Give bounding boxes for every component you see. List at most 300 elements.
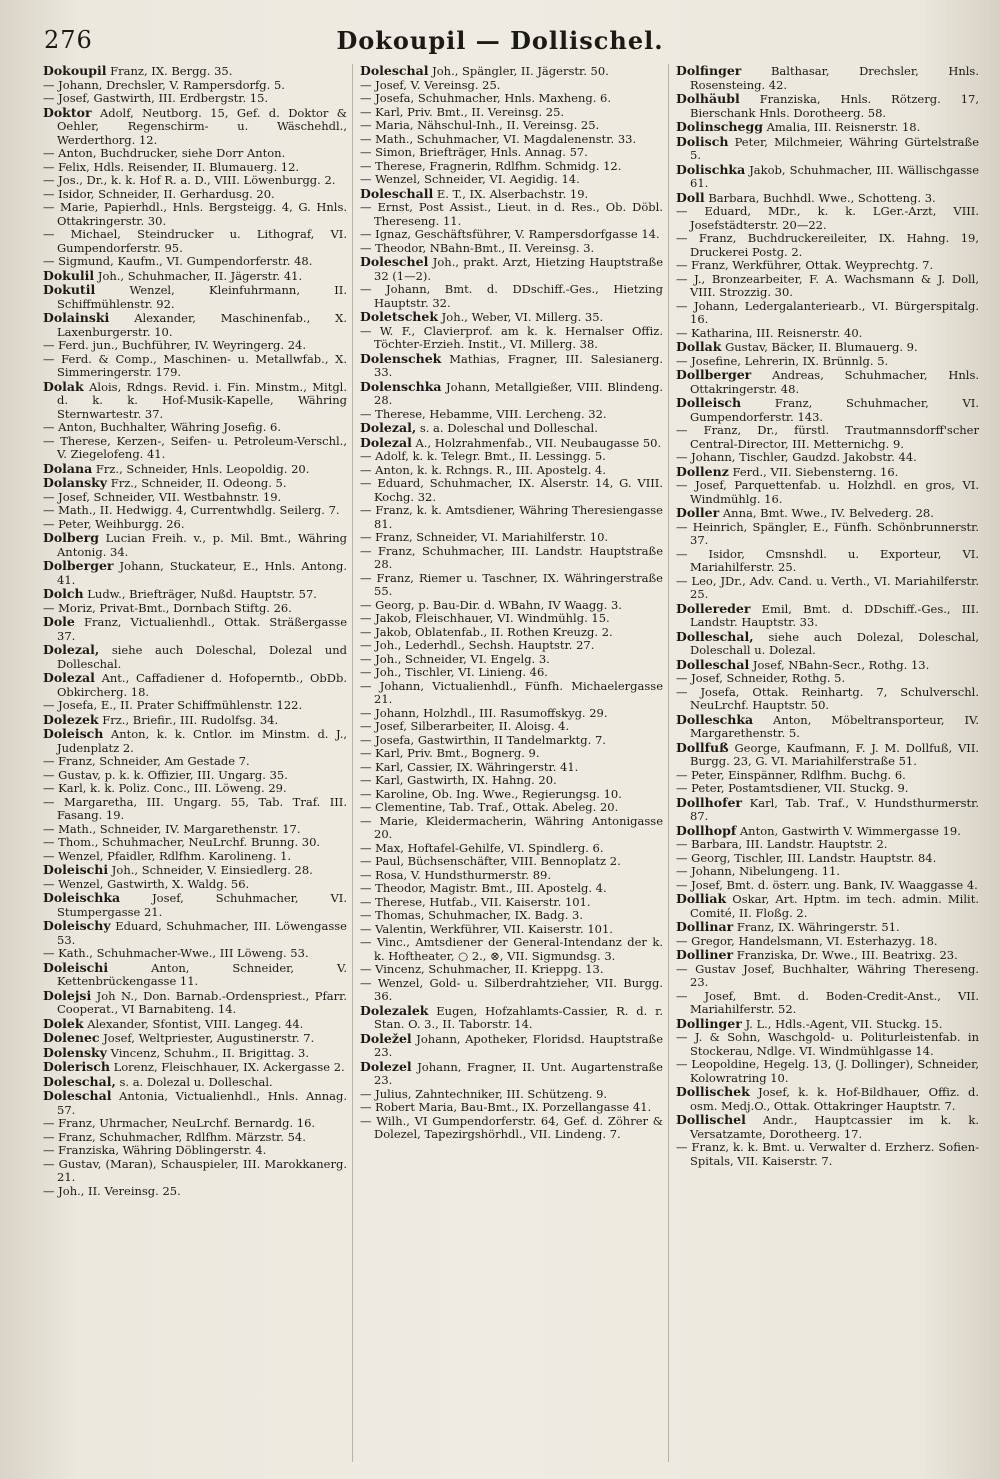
directory-entry [360, 1101, 663, 1115]
entry-text: E. T., IX. Alserbachstr. 19. [436, 186, 589, 201]
entry-text: Joh., Schneider, V. Einsiedlerg. 28. [111, 863, 313, 877]
entry-surname: Dolak [43, 378, 84, 394]
entry-text: — Franz, Uhrmacher, NeuLrchf. Bernardg. 16. [43, 1116, 316, 1130]
directory-entry [676, 769, 979, 783]
entry-text: Joh., prakt. Arzt, Hietzing Hauptstraße 32 (1—2). [374, 255, 664, 283]
directory-entry [360, 653, 663, 667]
entry-text: — Marie, Kleidermacherin, Währing Antonigasse 20. [360, 813, 663, 841]
entry-text: — Georg, Tischler, III. Landstr. Hauptstr. 84. [676, 850, 937, 865]
entry-surname: Dolliak [676, 891, 727, 906]
directory-entry [676, 396, 979, 424]
entry-text: — Ernst, Post Assist., Lieut. in d. Res., Ob. Döbl. Thereseng. 11. [360, 200, 663, 228]
entry-text: — Wenzel, Gastwirth, X. Waldg. 56. [43, 876, 250, 891]
entry-surname: Dolenschka [360, 378, 442, 394]
page-header [0, 22, 1000, 64]
entry-text: — Felix, Hdls. Reisender, II. Blumauerg. 12. [43, 159, 300, 174]
entry-text: — Joh., Schneider, VI. Engelg. 3. [360, 651, 550, 666]
directory-entry [360, 707, 663, 721]
directory-entry [43, 518, 347, 532]
entry-text: — Valentin, Werkführer, VII. Kaiserstr. 101. [360, 921, 613, 936]
entry-text: — Max, Hoftafel-Gehilfe, VI. Spindlerg. 6. [360, 840, 604, 855]
directory-entry [43, 755, 347, 769]
entry-surname: Dollischel [676, 1112, 746, 1127]
directory-entry [676, 963, 979, 990]
entry-surname: Dollfuß [676, 739, 729, 755]
entry-surname: Doleschal [43, 1088, 112, 1103]
entry-surname: Dolenec [43, 1030, 100, 1045]
entry-surname: Dollak [676, 339, 722, 354]
entry-text: — W. F., Clavierprof. am k. k. Hernalser Offiz. Töchter-Erzieh. Instit., VI. Millerg. 38. [360, 323, 663, 351]
directory-entry [43, 79, 347, 93]
directory-entry [676, 741, 979, 769]
directory-entry [676, 205, 979, 232]
directory-entry [676, 340, 979, 355]
entry-text: — J. & Sohn, Waschgold- u. Politurleistenfab. in Stockerau, Ndlge. VI. Windmühlgasse 14. [676, 1030, 979, 1058]
directory-entry [360, 734, 663, 748]
entry-text: — Margaretha, III. Ungarg. 55, Tab. Traf. III. Fasang. 19. [43, 794, 347, 822]
directory-entry [360, 626, 663, 640]
entry-text: Peter, Milchmeier, Währing Gürtelstraße 5. [690, 134, 980, 162]
directory-entry [360, 801, 663, 815]
directory-entry [676, 658, 979, 673]
directory-entry [360, 352, 663, 380]
directory-entry [360, 882, 663, 896]
entry-surname: Doleschall [360, 185, 434, 201]
directory-entry [43, 1131, 347, 1145]
entry-text: Vincenz, Schuhm., II. Brigittag. 3. [110, 1045, 310, 1060]
directory-entry [43, 919, 347, 947]
entry-text: Anton, Möbeltransporteur, IV. Margarethenstr. 5. [690, 712, 979, 740]
directory-entry [43, 878, 347, 892]
entry-surname: Dollinar [676, 919, 734, 934]
entry-text: — Kath., Schuhmacher-Wwe., III Löweng. 53. [43, 946, 309, 960]
entry-text: s. a. Doleschal und Dolleschal. [419, 421, 598, 435]
directory-entry [43, 380, 347, 422]
entry-text: Lorenz, Fleischhauer, IX. Ackergasse 2. [113, 1060, 345, 1074]
directory-entry [43, 353, 347, 380]
entry-text: J. L., Hdls.-Agent, VII. Stuckg. 15. [745, 1016, 943, 1031]
entry-text: Eugen, Hofzahlamts-Cassier, R. d. r. Stan. O. 3., II. Taborstr. 14. [374, 1003, 664, 1031]
directory-entry [43, 727, 347, 755]
directory-entry [676, 64, 979, 92]
directory-entry [676, 1058, 979, 1085]
directory-entry [676, 368, 979, 396]
directory-entry [43, 1017, 347, 1032]
entry-surname: Doleschal [360, 64, 429, 78]
directory-entry [43, 891, 347, 919]
directory-entry [43, 643, 347, 671]
entry-text: Frz., Briefir., III. Rudolfsg. 34. [102, 712, 279, 727]
directory-entry [43, 188, 347, 202]
directory-entry [676, 948, 979, 963]
directory-entry [360, 1115, 663, 1142]
directory-entry [360, 242, 663, 256]
entry-text: — Michael, Steindrucker u. Lithograf, VI. Gumpendorferstr. 95. [43, 227, 347, 255]
directory-entry [360, 133, 663, 147]
entry-text: — Franz, Riemer u. Taschner, IX. Währingerstraße 55. [360, 570, 663, 598]
entry-text: — Karl, Priv. Bmt., II. Vereinsg. 25. [360, 104, 565, 119]
entry-surname: Dolfinger [676, 64, 742, 78]
directory-entry [676, 135, 979, 163]
directory-entry [676, 865, 979, 879]
entry-text: Johann, Stuckateur, E., Hnls. Antong. 41. [57, 559, 347, 587]
entry-text: — Josefa, Schuhmacher, Hnls. Maxheng. 6. [360, 91, 612, 105]
directory-entry [43, 161, 347, 175]
entry-text: siehe auch Doleschal, Dolezal und Dolleschal. [57, 643, 348, 671]
directory-entry [676, 824, 979, 839]
entry-text: Franziska, Hnls. Rötzerg. 17, Bierschank Hnls. Dorotheerg. 58. [690, 92, 980, 120]
entry-text: Anton, Gastwirth V. Wimmergasse 19. [739, 823, 961, 838]
directory-entry [676, 548, 979, 575]
directory-entry [43, 421, 347, 435]
entry-text: — Franziska, Währing Döblingerstr. 4. [43, 1143, 267, 1157]
directory-entry [676, 259, 979, 273]
entry-text: — Franz, Dr., fürstl. Trautmannsdorff'scher Central-Director, III. Metternichg. 9. [676, 423, 979, 451]
entry-text: — Isidor, Schneider, II. Gerhardusg. 20. [43, 186, 275, 201]
entry-text: Andreas, Schuhmacher, Hnls. Ottakringerstr. 48. [690, 368, 979, 396]
directory-entry [360, 909, 663, 923]
entry-text: — Theodor, NBahn-Bmt., II. Vereinsg. 3. [360, 240, 595, 255]
directory-entry [43, 713, 347, 728]
directory-entry [43, 947, 347, 961]
directory-entry [360, 1004, 663, 1032]
directory-entry [43, 769, 347, 783]
directory-entry [676, 672, 979, 686]
directory-entry [43, 1046, 347, 1061]
entry-surname: Dolberg [43, 530, 99, 545]
entry-text: Antonia, Victualienhdl., Hnls. Annag. 57. [57, 1089, 348, 1117]
directory-entry [676, 990, 979, 1017]
entry-text: — Joh., Tischler, VI. Linieng. 46. [360, 665, 548, 679]
directory-entry [676, 300, 979, 327]
directory-entry [676, 424, 979, 451]
directory-entry [676, 575, 979, 602]
entry-text: — Karl, Gastwirth, IX. Hahng. 20. [360, 773, 557, 787]
entry-text: — Joh., II. Vereinsg. 25. [43, 1183, 181, 1198]
entry-text: — Gustav Josef, Buchhalter, Währing Thereseng. 23. [676, 961, 979, 989]
directory-entry [43, 671, 347, 699]
directory-entry [676, 838, 979, 852]
entry-text: — Therese, Hutfab., VII. Kaiserstr. 101. [360, 894, 591, 909]
entry-text: — Johann, Tischler, Gaudzd. Jakobstr. 44. [676, 450, 917, 464]
directory-entry [43, 615, 347, 643]
entry-text: — Therese, Hebamme, VIII. Lercheng. 32. [360, 406, 607, 421]
entry-surname: Dolleschal [676, 656, 750, 672]
directory-entry [43, 782, 347, 796]
entry-text: Franz, Schuhmacher, VI. Gumpendorferstr. 143. [690, 396, 980, 424]
entry-surname: Doll [676, 189, 705, 205]
directory-entry [676, 163, 979, 191]
entry-text: — Georg, p. Bau-Dir. d. WBahn, IV Waagg. 3. [360, 597, 622, 612]
directory-entry [360, 79, 663, 93]
entry-text: — Jakob, Oblatenfab., II. Rothen Kreuzg. 2. [360, 624, 613, 639]
entry-text: — Gustav, (Maran), Schauspieler, III. Marokkanerg. 21. [43, 1156, 347, 1184]
entry-text: — Karoline, Ob. Ing. Wwe., Regierungsg. 10. [360, 786, 622, 801]
directory-entry [360, 923, 663, 937]
entry-surname: Dolliner [676, 947, 734, 962]
directory-entry [43, 989, 347, 1017]
entry-text: Frz., Schneider, Hnls. Leopoldig. 20. [95, 461, 310, 476]
entry-text: Barbara, Buchhdl. Wwe., Schotteng. 3. [708, 190, 936, 205]
entry-text: — Josef, Bmt. d. Boden-Credit-Anst., VII. Mariahilferstr. 52. [676, 988, 979, 1016]
entry-text: Josef, k. k. Hof-Bildhauer, Offiz. d. osm. Medj.O., Ottak. Ottakringer Hauptstr. 7. [690, 1085, 980, 1113]
directory-entry [676, 920, 979, 935]
directory-entry [360, 761, 663, 775]
entry-text: — Jakob, Fleischhauer, VI. Windmühlg. 15. [360, 611, 610, 625]
entry-text: siehe auch Dolezal, Doleschal, Doleschall u. Dolezal. [690, 629, 980, 657]
entry-text: — Peter, Postamtsdiener, VII. Stuckg. 9. [676, 781, 909, 795]
entry-text: — Josefa, Ottak. Reinhartg. 7, Schulverschl. NeuLrchf. Hauptstr. 50. [676, 684, 979, 712]
entry-surname: Dokulil [43, 267, 95, 283]
directory-entry [676, 1085, 979, 1113]
directory-entry [43, 559, 347, 587]
entry-text: — Marie, Papierhdl., Hnls. Bergsteigg. 4, G. Hnls. Ottakringerstr. 30. [43, 200, 347, 228]
entry-surname: Dolezalek [360, 1002, 429, 1018]
entry-text: Lucian Freih. v., p. Mil. Bmt., Währing Antonig. 34. [57, 531, 347, 559]
entry-text: — Therese, Fragnerin, Rdlfhm. Schmidg. 12. [360, 158, 622, 173]
directory-entry [360, 896, 663, 910]
directory-entry [360, 436, 663, 451]
directory-entry [676, 232, 979, 259]
entry-text: — Johann, Victualienhdl., Fünfh. Michaelergasse 21. [360, 678, 663, 706]
entry-text: — Paul, Büchsenschäfter, VIII. Bennoplatz 2. [360, 854, 621, 868]
entry-text: — Eduard, MDr., k. k. LGer.-Arzt, VIII. Josefstädterstr. 20—22. [676, 204, 979, 232]
entry-surname: Dolinschegg [676, 119, 763, 134]
entry-text: — Wenzel, Gold- u. Silberdrahtzieher, VII. Burgg. 36. [360, 975, 663, 1003]
entry-text: — Moriz, Privat-Bmt., Dornbach Stiftg. 26. [43, 600, 292, 615]
entry-text: Anton, Schneider, V. Kettenbrückengasse 11. [57, 960, 347, 988]
entry-text: — Franz, Werkführer, Ottak. Weyprechtg. 7. [676, 258, 934, 272]
entry-text: Alexander, Sfontist, VIII. Langeg. 44. [87, 1016, 304, 1031]
entry-surname: Dolisch [676, 133, 729, 149]
entry-text: — Adolf, k. k. Telegr. Bmt., II. Lessingg. 5. [360, 449, 606, 463]
directory-entry [676, 713, 979, 741]
directory-entry [43, 147, 347, 161]
directory-entry [43, 699, 347, 713]
entry-surname: Dokutil [43, 282, 96, 297]
directory-entry [360, 599, 663, 613]
directory-entry [43, 201, 347, 228]
directory-entry [43, 796, 347, 823]
directory-entry [360, 788, 663, 802]
entry-text: — Eduard, Schuhmacher, IX. Alserstr. 14, G. VIII. Kochg. 32. [360, 476, 663, 504]
entry-text: — Franz, Schneider, VI. Mariahilferstr. 10. [360, 530, 609, 544]
entry-text: — J., Bronzearbeiter, F. A. Wachsmann & J. Doll, VIII. Strozzig. 30. [676, 271, 979, 299]
entry-surname: Doletschek [360, 309, 439, 324]
directory-entry [43, 283, 347, 311]
entry-surname: Dollhopf [676, 822, 737, 838]
entry-surname: Dolleschka [676, 711, 754, 727]
entry-surname: Dollischek [676, 1084, 750, 1099]
entry-text: Joh., Schuhmacher, II. Jägerstr. 41. [97, 268, 303, 283]
entry-surname: Dollinger [676, 1015, 742, 1031]
entry-text: — Leopoldine, Hegelg. 13, (J. Dollinger), Schneider, Kolowratring 10. [676, 1057, 979, 1085]
entry-text: — Theodor, Magistr. Bmt., III. Apostelg. 4. [360, 881, 607, 895]
entry-text: — Josef, Bmt. d. österr. ung. Bank, IV. Waaggasse 4. [676, 877, 978, 892]
directory-entry [43, 836, 347, 850]
entry-text: Anna, Bmt. Wwe., IV. Belvederg. 28. [722, 506, 934, 520]
directory-entry [360, 531, 663, 545]
entry-text: — Math., Schneider, IV. Margarethenstr. 17. [43, 821, 301, 836]
directory-entry [676, 521, 979, 548]
entry-text: — Anton, Buchdrucker, siehe Dorr Anton. [43, 146, 286, 160]
entry-text: A., Holzrahmenfab., VII. Neubaugasse 50. [415, 435, 662, 450]
entry-text: — Josef, Schneider, VII. Westbahnstr. 19. [43, 489, 282, 504]
entry-text: — Julius, Zahntechniker, III. Schützeng. 9. [360, 1086, 608, 1101]
directory-entry [360, 977, 663, 1004]
entry-surname: Doleisch [43, 726, 104, 741]
entry-text: Wenzel, Kleinfuhrmann, II. Schiffmühlenstr. 92. [57, 283, 347, 311]
entry-text: — Josef, V. Vereinsg. 25. [360, 77, 501, 92]
entry-text: Ludw., Briefträger, Nußd. Hauptstr. 57. [87, 587, 317, 601]
entry-surname: Dolch [43, 586, 84, 601]
directory-entry [360, 64, 663, 79]
entry-text: — Johann, Drechsler, V. Rampersdorfg. 5. [43, 77, 285, 92]
entry-text: — Josefa, Gastwirthin, II Tandelmarktg. 7. [360, 732, 606, 747]
entry-surname: Dolleschal, [676, 628, 754, 644]
directory-entry [43, 1031, 347, 1046]
entry-text: Mathias, Fragner, III. Salesianerg. 33. [374, 351, 664, 379]
directory-entry [360, 855, 663, 869]
entry-text: — Jos., Dr., k. k. Hof R. a. D., VIII. Löwenburgg. 2. [43, 173, 336, 187]
entry-text: — Robert Maria, Bau-Bmt., IX. Porzellangasse 41. [360, 1100, 652, 1114]
entry-surname: Dollhofer [676, 794, 743, 810]
directory-entry [360, 666, 663, 680]
directory-entry [360, 92, 663, 106]
directory-entry [676, 782, 979, 796]
column-right [668, 64, 984, 1462]
entry-surname: Doleischka [43, 890, 121, 905]
directory-entry [43, 228, 347, 255]
entry-text: — Vincenz, Schuhmacher, II. Krieppg. 13. [360, 962, 604, 976]
directory-entry [676, 191, 979, 206]
directory-entry [360, 228, 663, 242]
directory-entry [676, 852, 979, 866]
entry-text: — Johann, Nibelungeng. 11. [676, 864, 841, 878]
directory-entry [360, 310, 663, 325]
entry-text: Oskar, Art. Hptm. im tech. admin. Milit. Comité, II. Floßg. 2. [690, 892, 979, 920]
directory-entry [360, 146, 663, 160]
directory-entry [676, 630, 979, 658]
directory-entry [43, 850, 347, 864]
entry-text: Balthasar, Drechsler, Hnls. Rosensteing. 42. [690, 64, 979, 92]
entry-surname: Doleschel [360, 254, 429, 269]
directory-entry [676, 451, 979, 465]
directory-entry [360, 421, 663, 436]
directory-entry [360, 963, 663, 977]
entry-surname: Dolenschek [360, 350, 442, 366]
directory-entry [676, 479, 979, 506]
directory-entry [43, 823, 347, 837]
entry-text: Eduard, Schuhmacher, III. Löwengasse 53. [57, 919, 347, 947]
entry-text: — Wenzel, Pfaidler, Rdlfhm. Karolineng. 1. [43, 848, 292, 863]
directory-entry [43, 1075, 347, 1090]
directory-entry [43, 269, 347, 284]
entry-surname: Dolansky [43, 475, 108, 490]
entry-text: — Franz, Schneider, Am Gestade 7. [43, 754, 250, 768]
entry-text: — Johann, Ledergalanteriearb., VI. Bürgerspitalg. 16. [676, 298, 979, 326]
entry-text: — Math., Schuhmacher, VI. Magdalenenstr. 33. [360, 131, 637, 146]
entry-text: — Ignaz, Geschäftsführer, V. Rampersdorfgasse 14. [360, 227, 660, 241]
directory-entry [360, 869, 663, 883]
directory-entry [360, 464, 663, 478]
entry-text: — Clementine, Tab. Traf., Ottak. Abeleg. 20. [360, 800, 619, 814]
directory-entry [360, 450, 663, 464]
entry-text: — Wenzel, Schneider, VI. Aegidig. 14. [360, 172, 580, 186]
entry-surname: Dolezel [360, 1058, 412, 1074]
entry-surname: Doleischi [43, 862, 109, 877]
directory-entry [676, 1141, 979, 1168]
entry-text: George, Kaufmann, F. J. M. Dollfuß, VII. Burgg. 23, G. VI. Mariahilferstraße 51. [690, 740, 980, 768]
directory-entry [43, 1144, 347, 1158]
entry-text: Adolf, Neutborg. 15, Gef. d. Doktor & Oehler, Regenschirm- u. Wäschehdl., Werderthorg. 12. [57, 105, 348, 147]
entry-text: — Maria, Nähschul-Inh., II. Vereinsg. 25. [360, 118, 600, 132]
entry-text: — Karl, k. k. Poliz. Conc., III. Löweng. 29. [43, 781, 287, 795]
entry-text: Emil, Bmt. d. DDschiff.-Ges., III. Landstr. Hauptstr. 33. [690, 601, 979, 629]
entry-text: — Sigmund, Kaufm., VI. Gumpendorferstr. 48. [43, 254, 313, 268]
entry-text: Gustav, Bäcker, II. Blumauerg. 9. [725, 340, 918, 354]
directory-entry [676, 465, 979, 480]
columns [36, 64, 984, 1462]
directory-entry [676, 796, 979, 824]
page-number: 276 [44, 26, 93, 54]
entry-surname: Dollberger [676, 367, 752, 382]
entry-text: Johann, Apotheker, Floridsd. Hauptstraße 23. [374, 1031, 664, 1059]
directory-entry [360, 612, 663, 626]
directory-entry [360, 477, 663, 504]
directory-entry [676, 1113, 979, 1141]
entry-text: — Karl, Priv. Bmt., Bognerg. 9. [360, 746, 540, 760]
entry-text: Franz, IX. Währingerstr. 51. [736, 920, 900, 934]
directory-entry [360, 1032, 663, 1060]
directory-entry [43, 64, 347, 79]
entry-surname: Dole [43, 614, 75, 629]
directory-entry [360, 842, 663, 856]
entry-text: Franziska, Dr. Wwe., III. Beatrixg. 23. [736, 948, 958, 962]
directory-entry [676, 273, 979, 300]
entry-text: — Ferd. & Comp., Maschinen- u. Metallwfab., X. Simmeringerstr. 179. [43, 351, 347, 379]
directory-entry [43, 339, 347, 353]
entry-text: — Josefa, E., II. Prater Schiffmühlenstr. 122. [43, 698, 303, 712]
entry-surname: Dolischka [676, 161, 746, 177]
entry-text: — Isidor, Cmsnshdl. u. Exporteur, VI. Mariahilferstr. 25. [676, 546, 979, 574]
entry-text: — Ferd. jun., Buchführer, IV. Weyringerg. 24. [43, 338, 306, 352]
entry-text: — Josef, Schneider, Rothg. 5. [676, 671, 846, 685]
directory-entry [360, 815, 663, 842]
directory-entry [43, 504, 347, 518]
entry-surname: Doleischy [43, 918, 111, 933]
directory-entry [360, 1088, 663, 1102]
entry-text: — Barbara, III. Landstr. Hauptstr. 2. [676, 837, 888, 851]
directory-entry [360, 119, 663, 133]
running-head: Dokoupil — Dollischel. [336, 26, 664, 55]
directory-entry [43, 961, 347, 989]
directory-entry [43, 491, 347, 505]
entry-text: — Wilh., VI Gumpendorferstr. 64, Gef. d. Zöhrer & Dolezel, Tapezirgshörhdl., VII. Lindeng. 7. [360, 1113, 663, 1141]
directory-entry [676, 120, 979, 135]
entry-surname: Dolezal [360, 434, 412, 450]
entry-text: Amalia, III. Reisnerstr. 18. [766, 120, 921, 134]
entry-surname: Dolleisch [676, 395, 742, 410]
directory-entry [360, 936, 663, 963]
directory-entry [43, 1060, 347, 1075]
entry-text: — Gustav, p. k. k. Offizier, III. Ungarg. 35. [43, 767, 288, 782]
directory-entry [43, 1117, 347, 1131]
directory-entry [360, 255, 663, 283]
entry-text: — Franz, Schuhmacher, III. Landstr. Hauptstraße 28. [360, 543, 663, 571]
entry-text: — Leo, JDr., Adv. Cand. u. Verth., VI. Mariahilferstr. 25. [676, 573, 979, 601]
entry-text: Franz, Victualienhdl., Ottak. Sträßergasse 37. [57, 615, 348, 643]
